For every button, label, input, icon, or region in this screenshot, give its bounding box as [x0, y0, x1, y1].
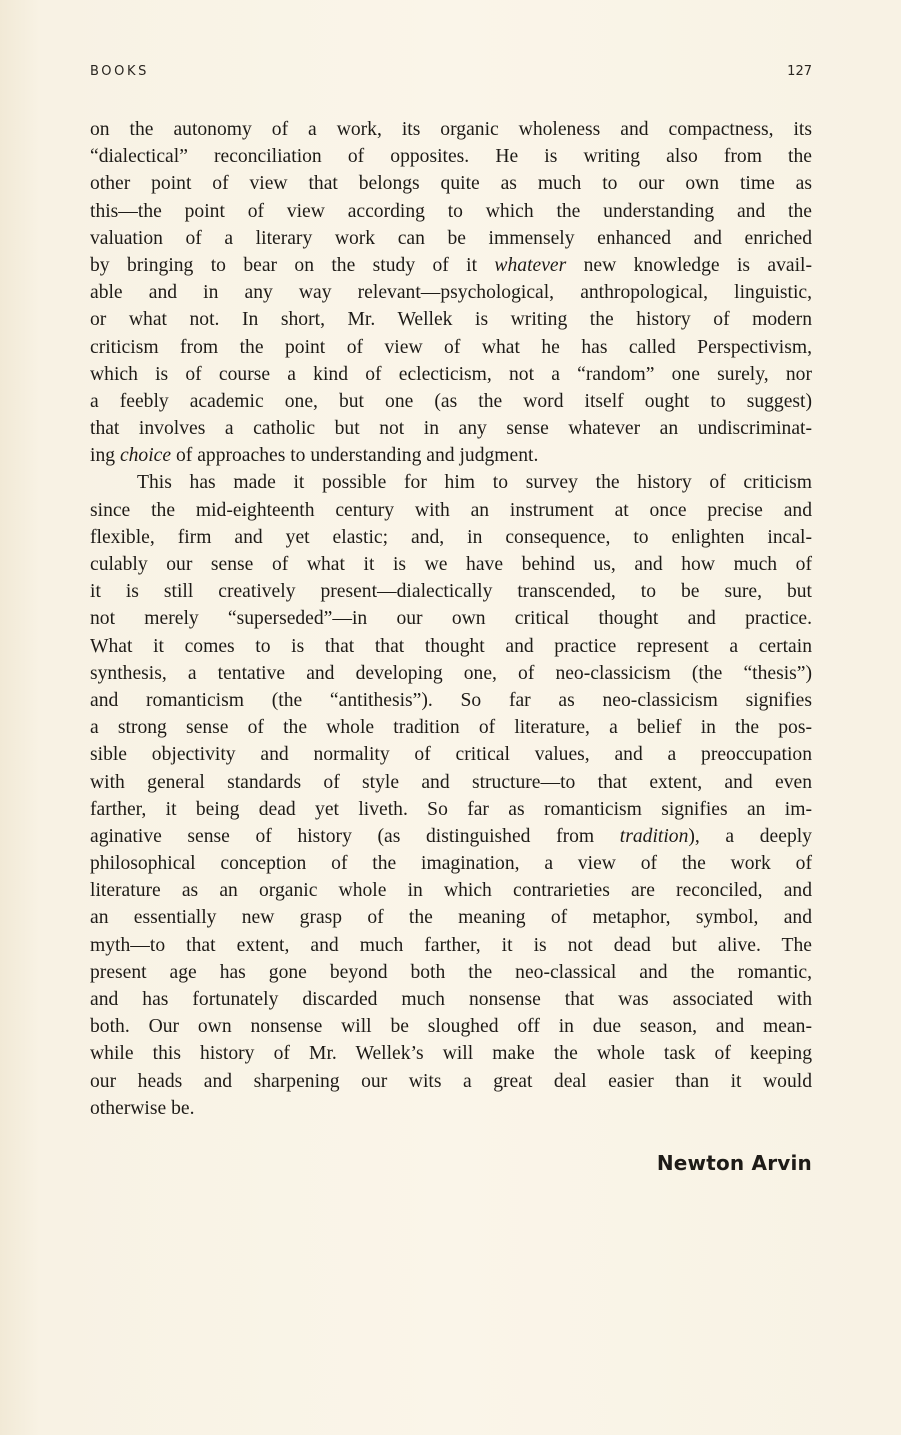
text-line: [90, 796, 812, 823]
text-segment: criticism from the point of view of what he has called Perspectivism,: [90, 336, 812, 358]
text-line: [90, 361, 812, 388]
text-segment: sible objectivity and normality of critical values, and a preoccupation: [90, 744, 812, 766]
text-segment: by bringing to bear on the study of it: [90, 254, 495, 276]
text-segment: ing: [90, 445, 120, 467]
text-segment: of approaches to understanding and judgment.: [171, 445, 539, 467]
text-line: [90, 633, 812, 660]
text-segment: an essentially new grasp of the meaning of metaphor, symbol, and: [90, 907, 812, 929]
text-line: [90, 1068, 812, 1095]
text-segment: a strong sense of the whole tradition of literature, a belief in the pos-: [90, 717, 812, 739]
italic-text: whatever: [494, 254, 567, 276]
running-head: [90, 64, 812, 86]
text-segment: or what not. In short, Mr. Wellek is writing the history of modern: [90, 309, 812, 331]
text-segment: with general standards of style and structure—to that extent, and even: [90, 771, 812, 793]
text-line: [90, 687, 812, 714]
italic-text: choice: [119, 445, 172, 467]
text-segment: What it comes to is that that thought and practice represent a certain: [90, 635, 812, 657]
text-segment: that involves a catholic but not in any sense whatever an undiscriminat-: [90, 418, 812, 440]
text-line: [90, 1095, 812, 1122]
text-line: [90, 741, 812, 768]
text-line: [90, 442, 812, 469]
text-segment: it is still creatively present—dialectically transcended, to be sure, but: [90, 581, 812, 603]
review-body: [90, 116, 812, 1122]
text-line: [90, 524, 812, 551]
text-line: [90, 143, 812, 170]
text-segment: ), a deeply: [688, 825, 812, 847]
text-segment: not merely “superseded”—in our own critical thought and practice.: [90, 608, 812, 630]
text-segment: “dialectical” reconciliation of opposites. He is writing also from the: [90, 146, 812, 168]
text-segment: while this history of Mr. Wellek’s will make the whole task of keeping: [90, 1043, 812, 1065]
text-segment: philosophical conception of the imagination, a view of the work of: [90, 853, 812, 875]
text-segment: farther, it being dead yet liveth. So far as romanticism signifies an im-: [90, 798, 812, 820]
text-line: [90, 660, 812, 687]
text-segment: synthesis, a tentative and developing one, of neo-classicism (the “thesis”): [90, 662, 812, 684]
text-segment: culably our sense of what it is we have behind us, and how much of: [90, 554, 812, 575]
text-segment: our heads and sharpening our wits a great deal easier than it would: [90, 1070, 812, 1092]
text-segment: this—the point of view according to which the understanding and the: [90, 200, 812, 222]
text-line: [90, 578, 812, 605]
text-line: [90, 198, 812, 225]
text-line: [90, 904, 812, 931]
italic-text: tradition: [619, 825, 689, 847]
text-segment: This has made it possible for him to survey the history of criticism: [137, 472, 812, 494]
text-segment: a feebly academic one, but one (as the word itself ought to suggest): [90, 390, 812, 412]
text-line: [90, 877, 812, 904]
text-line: [90, 823, 812, 850]
text-segment: and has fortunately discarded much nonsense that was associated with: [90, 989, 812, 1010]
text-segment: myth—to that extent, and much farther, it is not dead but alive. The: [90, 934, 812, 956]
author-signature: Newton Arvin: [656, 1151, 812, 1175]
text-line: [90, 252, 812, 279]
text-segment: otherwise be.: [90, 1097, 195, 1119]
text-line: [90, 769, 812, 796]
text-segment: new knowledge is avail-: [566, 254, 812, 276]
text-line: [90, 469, 812, 496]
text-line: [90, 225, 812, 252]
text-segment: aginative sense of history (as distinguished from: [90, 825, 620, 847]
text-segment: on the autonomy of a work, its organic wholeness and compactness, its: [90, 119, 812, 140]
text-line: [90, 170, 812, 197]
text-line: [90, 605, 812, 632]
text-line: [90, 497, 812, 524]
text-line: [90, 279, 812, 306]
text-line: [90, 334, 812, 361]
text-segment: literature as an organic whole in which contrarieties are reconciled, and: [90, 880, 812, 902]
text-line: [90, 306, 812, 333]
text-segment: which is of course a kind of eclecticism, not a “random” one surely, nor: [90, 363, 812, 385]
text-segment: flexible, firm and yet elastic; and, in consequence, to enlighten incal-: [90, 526, 812, 548]
text-segment: able and in any way relevant—psychological, anthropological, linguistic,: [90, 282, 812, 304]
text-segment: both. Our own nonsense will be sloughed off in due season, and mean-: [90, 1016, 812, 1038]
text-line: [90, 551, 812, 578]
page-number: 127: [787, 64, 812, 79]
text-segment: valuation of a literary work can be immensely enhanced and enriched: [90, 227, 812, 249]
text-line: [90, 116, 812, 143]
text-line: [90, 986, 812, 1013]
section-title: BOOKS: [90, 64, 149, 79]
text-line: [90, 959, 812, 986]
text-segment: and romanticism (the “antithesis”). So far as neo-classicism signifies: [90, 689, 812, 711]
text-line: [90, 1013, 812, 1040]
text-line: [90, 850, 812, 877]
text-segment: other point of view that belongs quite as much to our own time as: [90, 173, 812, 195]
text-line: [90, 388, 812, 415]
text-line: [90, 714, 812, 741]
text-line: [90, 932, 812, 959]
text-segment: present age has gone beyond both the neo-classical and the romantic,: [90, 961, 812, 983]
text-segment: since the mid-eighteenth century with an instrument at once precise and: [90, 499, 812, 521]
text-line: [90, 415, 812, 442]
text-line: [90, 1040, 812, 1067]
